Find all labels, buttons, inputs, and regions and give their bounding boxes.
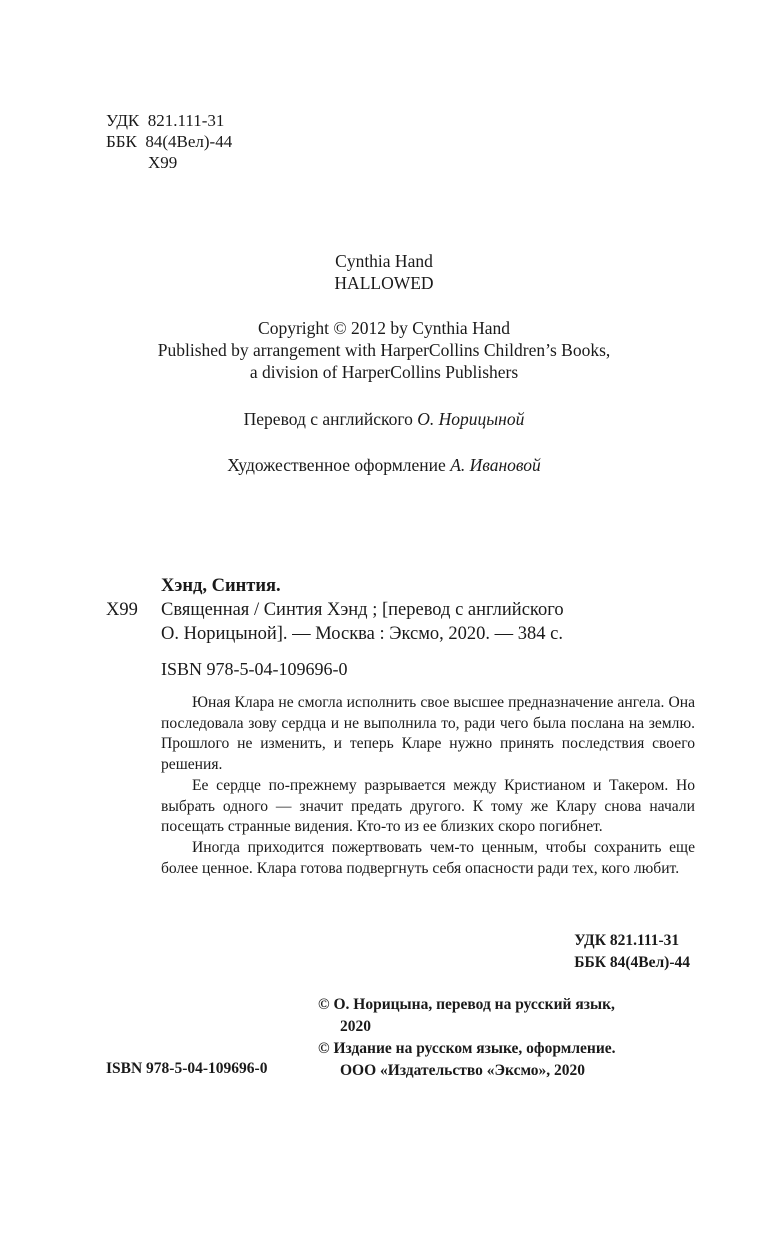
design-label: Художественное оформление (227, 455, 451, 475)
copyright-block (0, 317, 768, 383)
translator-copyright: © О. Норицына, перевод на русский язык, (318, 996, 615, 1013)
original-edition (0, 250, 768, 294)
bbk-code: ББК 84(4Вел)-44 (106, 132, 233, 151)
translation-label: Перевод с английского (243, 409, 418, 429)
annotation-paragraph: Юная Клара не смогла исполнить свое высшее предназначение ангела. Она последовала зову сердца и не выполнила то, ради чего была послана на землю. Прошлого не изменить, и теперь Кларе нужно принять последствия своего решения. (161, 694, 695, 774)
classification-codes (106, 110, 232, 173)
translation-credit (0, 408, 768, 430)
bottom-bbk: ББК 84(4Вел)-44 (574, 954, 690, 971)
bottom-udk: УДК 821.111-31 (574, 932, 680, 949)
translator-name: О. Норицыной (417, 409, 525, 429)
isbn-bottom: ISBN 978-5-04-109696-0 (106, 1060, 268, 1077)
isbn: ISBN 978-5-04-109696-0 (161, 659, 348, 679)
rights-block (318, 994, 616, 1082)
original-title: HALLOWED (334, 273, 434, 293)
bibliographic-record (106, 574, 706, 646)
edition-copyright: © Издание на русском языке, оформление. (318, 1040, 616, 1057)
publisher-division: a division of HarperCollins Publishers (249, 362, 519, 382)
copyright-line: Copyright © 2012 by Cynthia Hand (258, 318, 510, 338)
annotation-paragraph: Иногда приходится пожертвовать чем-то ценным, чтобы сохранить еще более ценное. Клара готова подвергнуть себя опасности ради тех, кого любит. (161, 838, 695, 877)
annotation (161, 693, 695, 879)
bottom-classification (574, 930, 690, 974)
biblio-line-2: О. Норицыной]. — Москва : Эксмо, 2020. — 384 с. (161, 624, 564, 644)
edition-copyright-publisher: ООО «Издательство «Эксмо», 2020 (340, 1062, 586, 1079)
design-credit (0, 454, 768, 476)
annotation-paragraph: Ее сердце по-прежнему разрывается между Кристианом и Такером. Но выбрать одного — значит предать другого. К тому же Клару снова начали посещать странные видения. Кто-то из ее близких скоро погибнет. (161, 776, 695, 836)
biblio-line-1: Священная / Синтия Хэнд ; [перевод с английского (161, 600, 564, 620)
original-author: Cynthia Hand (335, 251, 433, 271)
biblio-class-mark: Х99 (106, 600, 138, 620)
biblio-heading: Хэнд, Синтия. (161, 576, 281, 596)
publisher-arrangement: Published by arrangement with HarperCollins Children’s Books, (157, 340, 611, 360)
udk-code: УДК 821.111-31 (106, 111, 225, 130)
designer-name: А. Ивановой (450, 455, 541, 475)
author-mark: Х99 (148, 153, 178, 172)
translator-copyright-year: 2020 (340, 1018, 371, 1035)
